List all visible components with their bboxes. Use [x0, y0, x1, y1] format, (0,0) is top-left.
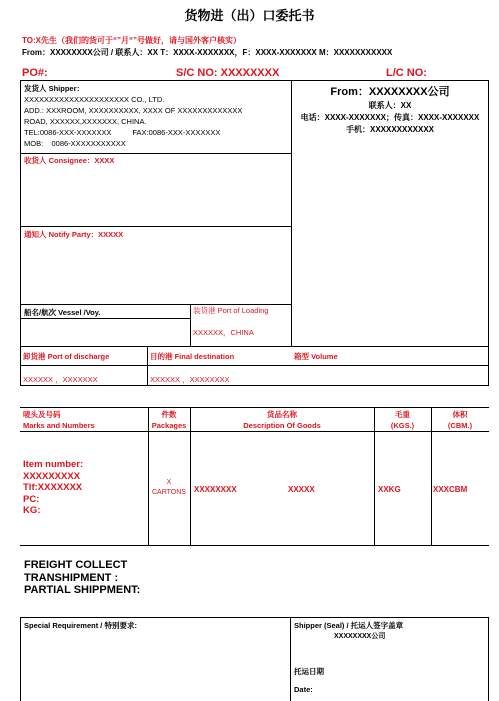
- from-mobile: 手机：XXXXXXXXXXXX: [345, 125, 435, 134]
- page-title: 货物进（出）口委托书: [184, 8, 315, 23]
- partial-shipment: PARTIAL SHIPPMENT:: [24, 584, 141, 596]
- header-volume: 体积 (CBM.): [447, 410, 473, 430]
- shipper-line: TEL:0086-XXX-XXXXXXX FAX:0086-XXX-XXXXXXX: [24, 128, 221, 137]
- freight-collect: FREIGHT COLLECT: [24, 559, 128, 571]
- shipper-line: MOB: 0086-XXXXXXXXXXX: [24, 139, 126, 148]
- desc-value-1: XXXXXXXX: [194, 485, 237, 494]
- volume-label: 箱型 Volume: [294, 352, 338, 361]
- marks-line: XXXXXXXXX: [23, 470, 81, 482]
- marks-line: KG:: [23, 505, 41, 516]
- from-company: From：XXXXXXXX公司: [330, 86, 450, 98]
- header-packages: 件数 Packages: [151, 410, 187, 430]
- dest-label: 目的港 Final destination: [150, 352, 235, 361]
- pol-label: 装货港 Port of Loading: [193, 306, 269, 315]
- shipper-line: ROAD, XXXXXX,XXXXXXX, CHINA.: [24, 117, 147, 126]
- sc-number: S/C NO: XXXXXXXX: [176, 67, 280, 79]
- lc-number: L/C NO:: [386, 67, 427, 79]
- freight-block: [24, 559, 140, 597]
- dest-value: XXXXXX ，XXXXXXXX: [150, 375, 230, 384]
- po-label: PO#:: [22, 67, 48, 79]
- transhipment: TRANSHIPMENT :: [24, 571, 119, 584]
- date-en: Date:: [294, 685, 313, 694]
- vessel-label: 船名/航次 Vessel /Voy.: [24, 308, 101, 317]
- shipper-line: ADD.: XXXROOM, XXXXXXXXXX, XXXX OF XXXXXXXXXXXXX: [24, 106, 243, 115]
- shipper-label: 发货人 Shipper：: [24, 84, 85, 93]
- header-weight: 毛重 (KGS.): [390, 410, 415, 430]
- pod-label: 卸货港 Port of discharge: [23, 352, 110, 361]
- from-phone-fax: 电话：XXXX-XXXXXXX；传真：XXXX-XXXXXXX: [300, 113, 480, 122]
- special-requirement: Special Requirement / 特别要求:: [24, 621, 137, 630]
- date-cn: 托运日期: [294, 667, 324, 676]
- seal-company: XXXXXXXX公司: [334, 633, 386, 640]
- to-line: TO:X先生（我们的货可于“”月“”号做好，请与国外客户核实）: [22, 36, 241, 45]
- packages-block: X CARTONS: [152, 479, 186, 496]
- marks-line: Item number:: [23, 459, 84, 470]
- from-contact: 联系人：XX: [368, 101, 412, 110]
- from-block: [295, 85, 485, 136]
- header-marks: 唛头及号码 Marks and Numbers: [23, 410, 95, 430]
- weight-value: XXKG: [378, 485, 401, 494]
- notify-label: 通知人 Notify Party：XXXXX: [24, 230, 124, 239]
- pol-value: XXXXXX，CHINA: [193, 328, 254, 337]
- shipper-line: XXXXXXXXXXXXXXXXXXXXX CO., LTD.: [24, 95, 165, 104]
- marks-line: PC:: [23, 493, 40, 505]
- volume-value: XXXCBM: [433, 485, 468, 494]
- from-line: From：XXXXXXXX公司 / 联系人：XX T：XXXX-XXXXXXX，F：XXXX-XXXXXXX M：XXXXXXXXXXX: [22, 48, 393, 57]
- marks-block: [23, 459, 83, 517]
- desc-value-2: XXXXX: [288, 485, 315, 494]
- header-description: 货品名称 Description Of Goods: [243, 410, 321, 430]
- shipper-block: [24, 83, 288, 149]
- pod-value: XXXXXX ，XXXXXXX: [23, 375, 98, 384]
- seal-label: Shipper (Seal) / 托运人签字盖章: [294, 621, 404, 630]
- marks-line: Tlf:XXXXXXX: [23, 482, 83, 493]
- consignee-label: 收货人 Consignee：XXXX: [24, 156, 115, 165]
